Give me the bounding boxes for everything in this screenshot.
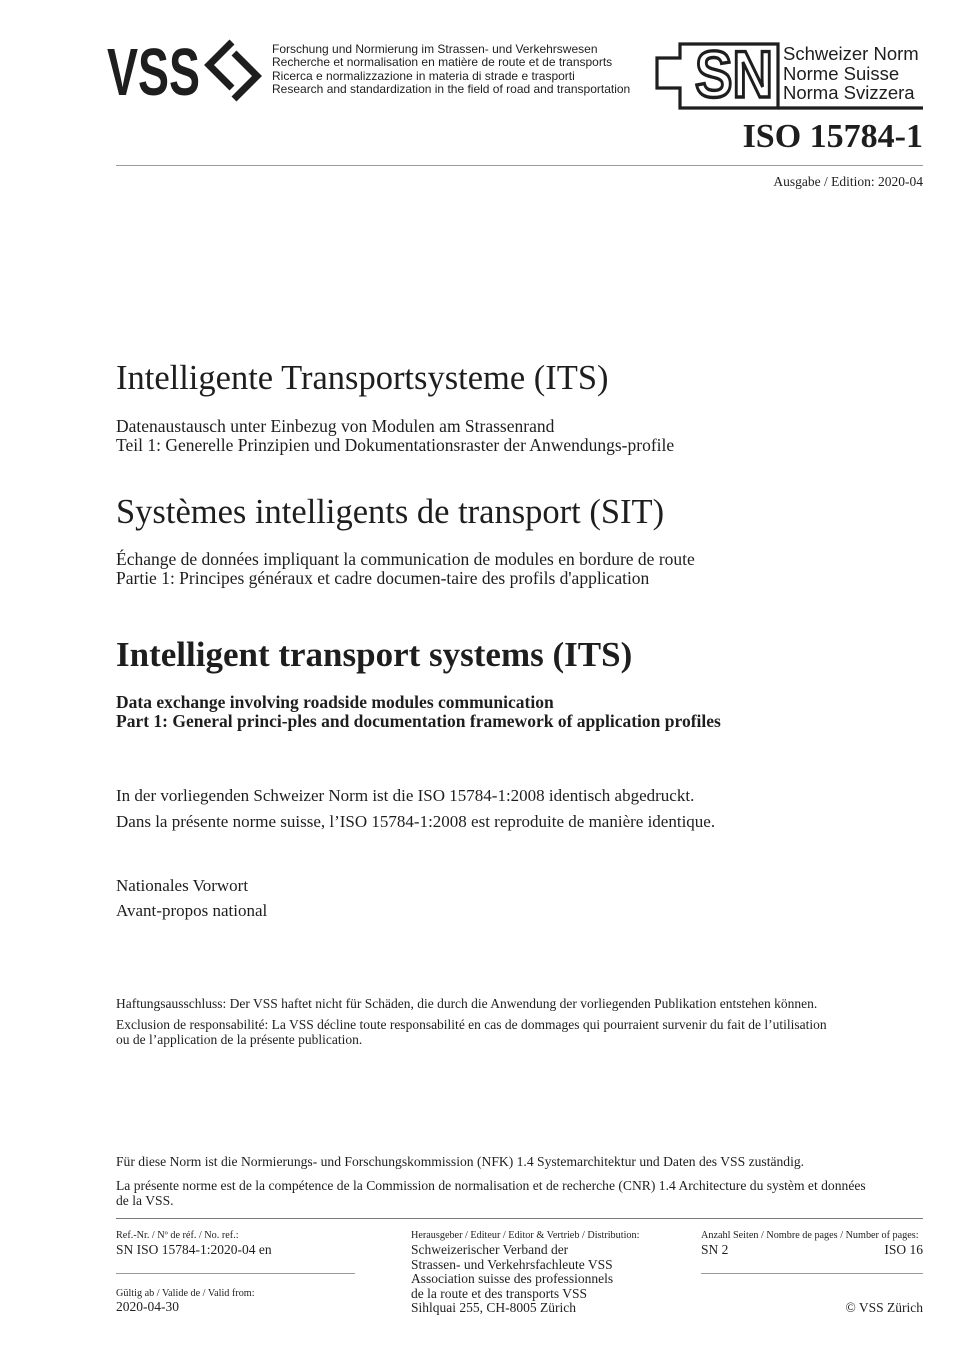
- subtitle-fr-line: Échange de données impliquant la communication de modules en bordure de route: [116, 549, 695, 569]
- sn-label-it: Norma Svizzera: [783, 82, 915, 103]
- disclaimer-fr-line: ou de l’application de la présente publication.: [116, 1032, 363, 1047]
- vss-chevron-right-icon: [234, 53, 257, 99]
- disclaimer-de: Haftungsausschluss: Der VSS haftet nicht für Schäden, die durch die Anwendung der vorliegenden Publikation entstehen können.: [116, 996, 818, 1011]
- publisher-line: Association suisse des professionnels: [411, 1271, 614, 1286]
- edition-date: Ausgabe / Edition: 2020-04: [773, 174, 923, 189]
- standard-number: ISO 15784-1: [742, 118, 923, 155]
- title-fr: Systèmes intelligents de transport (SIT): [116, 493, 665, 531]
- subtitle-en: [116, 693, 721, 731]
- publisher-line: Strassen- und Verkehrsfachleute VSS: [411, 1256, 613, 1272]
- reference-value: SN ISO 15784-1:2020-04 en: [116, 1242, 272, 1257]
- sn-logo-lettering: SN: [695, 38, 773, 111]
- national-foreword-fr: Avant-propos national: [116, 901, 268, 920]
- header-rule: [116, 165, 923, 166]
- vss-tagline: [272, 43, 630, 96]
- sn-label-fr: Norme Suisse: [783, 62, 900, 84]
- page-count-rule: [701, 1273, 923, 1274]
- footer-rule: [116, 1218, 923, 1219]
- publisher-line: Schweizerischer Verband der: [411, 1242, 569, 1257]
- page-count-iso: ISO 16: [884, 1242, 923, 1257]
- vss-tagline-line: Research and standardization in the field of road and transportation: [272, 81, 631, 96]
- sn-label-de: Schweizer Norm: [783, 43, 919, 64]
- vss-logo: [102, 36, 270, 104]
- committee-de: Für diese Norm ist die Normierungs- und Forschungskommission (NFK) 1.4 Systemarchitektur und Daten des VSS zuständig.: [116, 1154, 805, 1169]
- national-foreword-de: Nationales Vorwort: [116, 876, 249, 895]
- title-en: Intelligent transport systems (ITS): [116, 635, 633, 674]
- valid-from-label: Gültig ab / Valide de / Valid from:: [116, 1288, 255, 1299]
- subtitle-de-line: Teil 1: Generelle Prinzipien und Dokumentationsraster der Anwendungs-profile: [116, 435, 675, 455]
- publisher-address: [411, 1243, 613, 1316]
- sn-logo-labels: [783, 44, 919, 103]
- disclaimer-fr: [116, 1017, 827, 1047]
- publisher-line: de la route et des transports VSS: [411, 1285, 587, 1301]
- reference-label: Ref.-Nr. / Nº de réf. / No. ref.:: [116, 1230, 239, 1241]
- vss-tagline-line: Forschung und Normierung im Strassen- und Verkehrswesen: [272, 42, 598, 56]
- publisher-line: Sihlquai 255, CH-8005 Zürich: [411, 1300, 576, 1315]
- vss-tagline-line: Ricerca e normalizzazione in materia di strade e trasporti: [272, 68, 575, 83]
- publisher-label: Herausgeber / Editeur / Editor & Vertrieb / Distribution:: [411, 1230, 640, 1241]
- subtitle-fr-line: Partie 1: Principes généraux et cadre documen-taire des profils d'application: [116, 568, 650, 588]
- committee-fr: [116, 1178, 866, 1208]
- committee-fr-line: La présente norme est de la compétence de la Commission de normalisation et de recherche (CNR) 1.4 Architecture du systèm et données: [116, 1178, 866, 1193]
- committee-fr-line: de la VSS.: [116, 1193, 174, 1208]
- vss-tagline-line: Recherche et normalisation en matière de route et de transports: [272, 55, 613, 70]
- page-count-sn: SN 2: [701, 1242, 729, 1257]
- disclaimer-fr-line: Exclusion de responsabilité: La VSS décline toute responsabilité en cas de dommages qui pourraient survenir du fait de l’utilisation: [116, 1017, 827, 1032]
- vss-chevron-left-icon: [209, 42, 232, 88]
- subtitle-de: [116, 417, 674, 455]
- page-count-label: Anzahl Seiten / Nombre de pages / Number of pages:: [701, 1230, 919, 1241]
- subtitle-en-line: Data exchange involving roadside modules communication: [116, 692, 554, 712]
- valid-from-value: 2020-04-30: [116, 1299, 179, 1314]
- subtitle-fr: [116, 550, 695, 588]
- adoption-notice-de: In der vorliegenden Schweizer Norm ist die ISO 15784-1:2008 identisch abgedruckt.: [116, 786, 695, 805]
- title-de: Intelligente Transportsysteme (ITS): [116, 359, 609, 397]
- subtitle-de-line: Datenaustausch unter Einbezug von Modulen am Strassenrand: [116, 416, 555, 436]
- subtitle-en-line: Part 1: General princi-ples and documentation framework of application profiles: [116, 711, 721, 731]
- copyright: © VSS Zürich: [845, 1300, 923, 1315]
- vss-logo-lettering: VSS: [107, 36, 200, 104]
- adoption-notice-fr: Dans la présente norme suisse, l’ISO 15784-1:2008 est reproduite de manière identique.: [116, 812, 716, 831]
- reference-rule: [116, 1273, 355, 1274]
